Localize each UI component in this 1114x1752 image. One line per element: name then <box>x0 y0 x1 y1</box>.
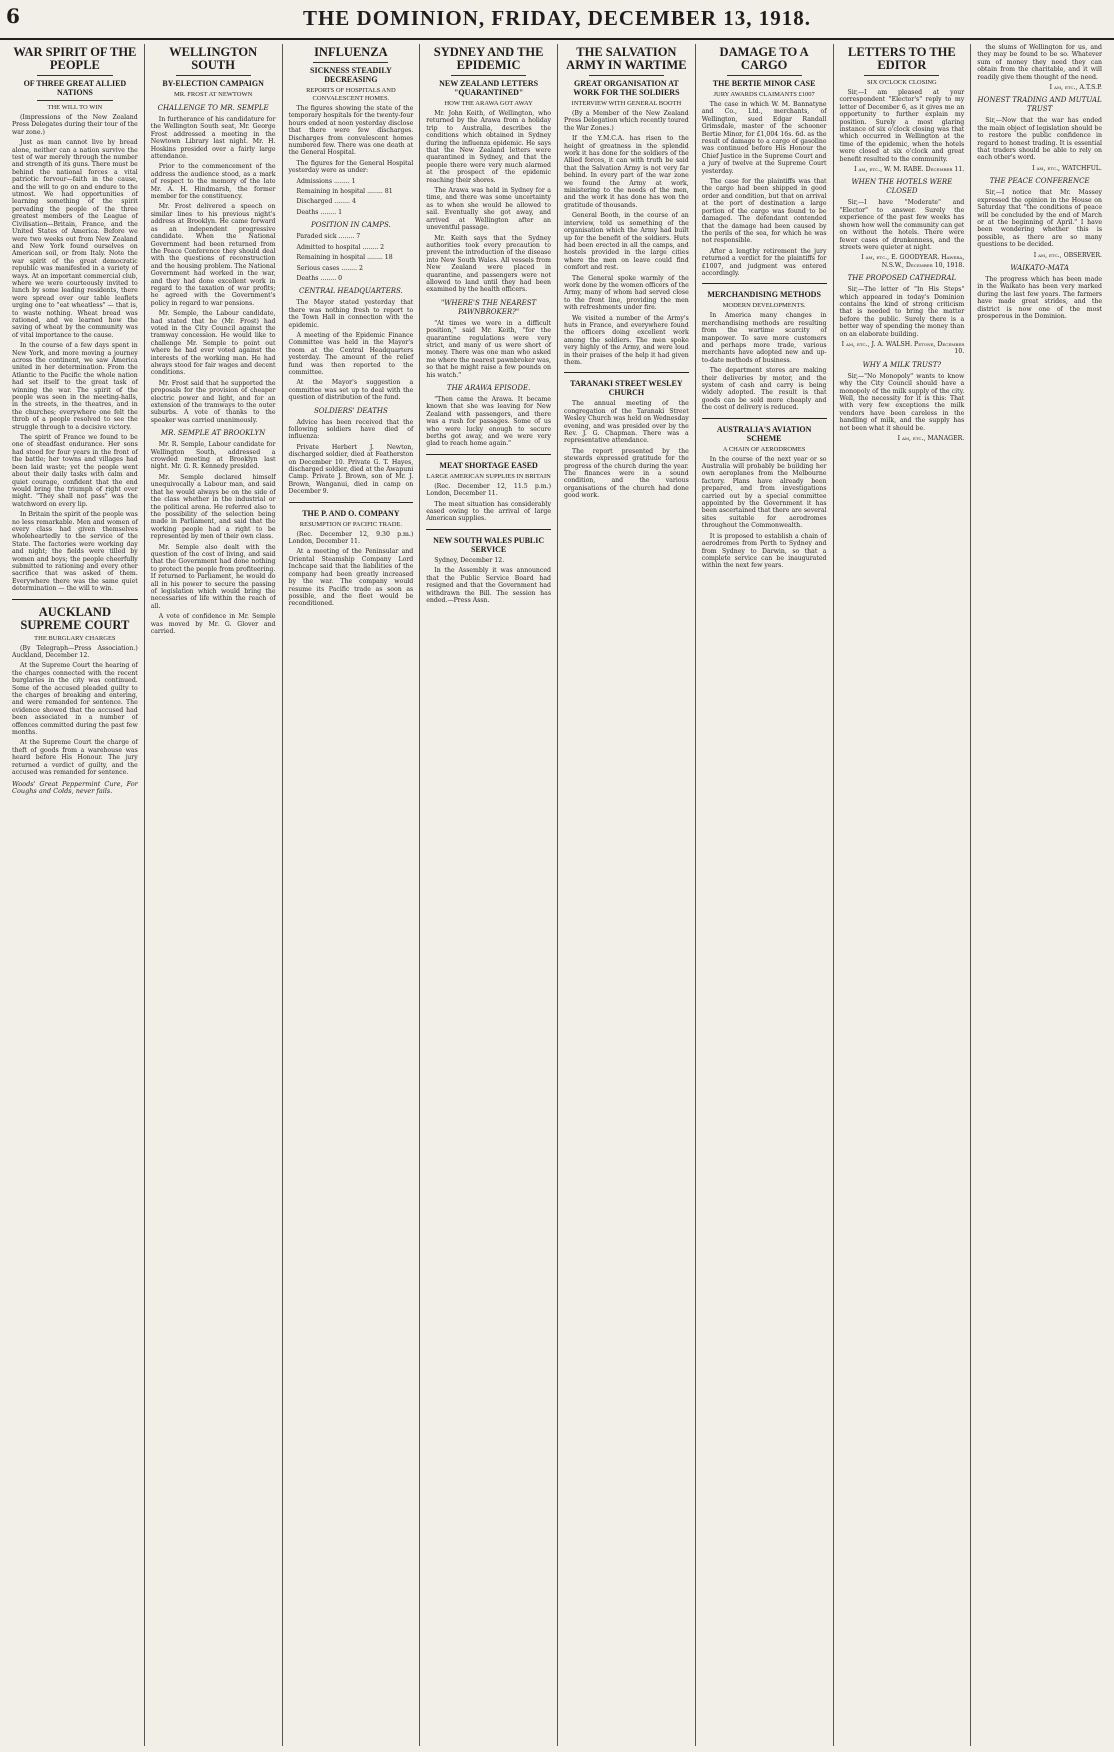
paragraph: Mr. Frost said that he supported the proposals for the provision of cheaper electric power and light, and for an extension of the tramways to the outer suburbs. A vote of thanks to the speaker was carried unanimously. <box>150 379 276 424</box>
paragraph: The figures for the General Hospital yesterday were as under: <box>288 159 414 175</box>
article-subhead: OF THREE GREAT ALLIED NATIONS <box>23 79 127 97</box>
section-heading: WHY A MILK TRUST? <box>862 360 942 369</box>
article-subhead: GREAT ORGANISATION AT WORK FOR THE SOLDIERS <box>573 79 680 97</box>
article-headline: MERCHANDISING METHODS <box>707 290 821 300</box>
paragraph: Sir,—I am pleased at your correspondent "Elector's" reply to my letter of December 6, as it gives me an opportunity to further explain my position. Surely a most glaring instance of six o'clock closing was that which occurred in Wellington at the time of the epidemic, when the hotels were closed at six o'clock and great benefit resulted to the community. <box>839 89 965 163</box>
article-subhead: HOW THE ARAWA GOT AWAY <box>444 100 533 107</box>
paragraph: Mr. R. Semple, Labour candidate for Wellington South, addressed a crowded meeting at Brooklyn last night. Mr. G. R. Kennedy presided. <box>150 441 276 471</box>
paragraph: Mr. John Keith, of Wellington, who returned by the Arawa from a holiday trip to Australia, describes the conditions which obtained in Sydney during the influenza epidemic. He says that the New Zealand letters were quarantined in Sydney, and that the people there were very much alarmed at the prospect of the epidemic reaching their shores. <box>426 110 551 184</box>
paragraph: The Mayor stated yesterday that there was nothing fresh to report to the Town Hall in connection with the epidemic. <box>288 299 414 329</box>
signature: I am, etc., J. A. WALSH. Petone, December 10. <box>841 340 965 356</box>
paragraph: In America many changes in merchandising methods are resulting from the wartime scarcity of manpower. To save more customers and perhaps more trade, various merchants have adopted new and up-to-date methods of business. <box>701 312 827 364</box>
paragraph: The department stores are making their deliveries by motor, and the system of cash and carry is being widely adopted. The result is that goods can be sold more cheaply and the cost of delivery is reduced. <box>701 367 827 412</box>
article-headline: INFLUENZA <box>314 45 388 59</box>
paragraph: "Then came the Arawa. It became known that she was leaving for New Zealand with passengers, and there was a rush for passages. Some of us who were lucky enough to secure berths got away, and we were very glad to reach home again." <box>426 396 551 448</box>
signature: I am, etc., OBSERVER. <box>1033 251 1102 259</box>
article-headline: DAMAGE TO A CARGO <box>719 45 809 72</box>
section-heading: SOLDIERS' DEATHS <box>313 406 388 415</box>
stat-line: Admitted to hospital ........ 2 <box>296 243 385 251</box>
column-1 <box>6 44 144 1746</box>
article-subhead: THE WILL TO WIN <box>47 104 103 111</box>
paragraph: Sir,—I notice that Mr. Massey expressed the opinion in the House on Saturday that "the conditions of peace will be concluded by the end of March or at the beginning of April." I have been wondering whether this is possible, as there are so many questions to be decided. <box>977 189 1102 249</box>
paragraph: Sir,—Now that the war has ended the main object of legislation should be to restore the public confidence in regard to honest trading. It is essential that traders should be able to rely on each other's word. <box>977 117 1102 162</box>
paragraph: A vote of confidence in Mr. Semple was moved by Mr. G. Glover and carried. <box>150 613 276 635</box>
section-heading: WHEN THE HOTELS WERE CLOSED <box>851 178 953 196</box>
signature: I am, etc., E. GOODYEAR. Hawera, N.S.W., December 10, 1918. <box>861 254 965 269</box>
article-headline: LETTERS TO THE EDITOR <box>848 45 956 72</box>
article-headline: AUCKLAND SUPREME COURT <box>20 604 130 632</box>
paragraph: Mr. Semple declared himself unequivocally a Labour man, and said that he would always be on the side of the class whether in the industrial or the political arena. He referred also to the possibility of the selection being made in Parliament, and said that the working people had a right to be represented by men of their own class. <box>150 473 276 541</box>
paragraph: The figures showing the state of the temporary hospitals for the twenty-four hours ended at noon yesterday disclose that there were few discharges. Discharges from convalescent homes numbered few. There was one death at the General Hospital. <box>288 105 414 157</box>
paragraph: At the Mayor's suggestion a committee was set up to deal with the question of distribution of the fund. <box>288 379 414 402</box>
paragraph: At the Supreme Court the hearing of the charges connected with the recent burglaries in the city was continued. Some of the accused pleaded guilty to the charges of breaking and entering, and were remanded for sentence. The evidence showed that the accused had been associated in a number of offences committed during the past few months. <box>12 662 138 737</box>
paragraph: At the Supreme Court the charge of theft of goods from a warehouse was heard before His Honour. The jury returned a verdict of guilty, and the accused was remanded for sentence. <box>12 739 138 777</box>
paragraph: the slums of Wellington for us, and they may be found to be so. Whatever sum of money they need they can obtain from the charitable, and it will readily give them thought of the need. <box>977 44 1102 81</box>
article-headline: NEW SOUTH WALES PUBLIC SERVICE <box>433 535 545 554</box>
paragraph: Just as man cannot live by bread alone, neither can a nation survive the test of war merely through the number and strength of its guns. There must be behind the national forces a vital patriotic fervour—faith in the cause, and the will to go on and endure to the utmost. We had opportunities of learning something of the spirit pervading the people of the three greatest members of the League of Civilisation—Britain, France, and the United States of America. Before we were two weeks out from New Zealand and New York found ourselves on American soil, or from Italy. Note the war spirit of the great democratic republic was manifested in a variety of ways. At an important commercial club, where we were courteously invited to lunch by some leading residents, there were spread over our table leaflets urging one to "eat wheatless" — that is, to waste nothing. Wheat bread was rationed, and we learned how the saving of wheat by the community was of vital importance to the cause. <box>12 139 138 339</box>
section-heading: THE PEACE CONFERENCE <box>989 177 1090 186</box>
column-6 <box>695 44 833 1746</box>
article-subhead: NEW ZEALAND LETTERS "QUARANTINED" <box>439 79 539 97</box>
paragraph: Mr. Frost delivered a speech on similar lines to his previous night's address at Brooklyn. He came forward as an independent progressive candidate. When the National Government had been returned from the Peace Conference they should deal with the questions of reconstruction and the housing problem. The National Government had worked in the war, and they had done excellent work in regard to the taxation of war profits; he agreed with the Government's policy in regard to war pensions. <box>150 203 276 307</box>
stat-line: Remaining in hospital ........ 81 <box>296 188 393 196</box>
paragraph: Sir,—I have "Moderate" and "Elector" to answer. Surely the experience of the past few weeks has shown how well the community can get on without the hotels. There were fewer cases of drunkenness, and the streets were quieter at night. <box>839 199 965 251</box>
newspaper-title: THE DOMINION, FRIDAY, DECEMBER 13, 1918. <box>302 6 812 30</box>
paragraph: The case for the plaintiffs was that the cargo had been shipped in good order and condition, but that on arrival at the port of destination a large portion of the cargo was found to be damaged. The defendant contended that the damage had been caused by the perils of the sea, for which he was not responsible. <box>701 178 827 245</box>
stat-line: Deaths ........ 1 <box>296 208 343 216</box>
masthead <box>0 0 1114 40</box>
column-2 <box>144 44 282 1746</box>
stat-line: Deaths ........ 0 <box>296 274 343 282</box>
paragraph: Private Herbert J. Newton, discharged soldier, died at Featherston on December 10. Private G. T. Hayes, discharged soldier, died at the Awapuni Camp. Private J. Brown, son of Mr. J. Brown, Wanganui, died in camp on December 9. <box>288 443 414 496</box>
paragraph: Sir,—The letter of "In His Steps" which appeared in today's Dominion contains the kind of strong criticism that is needed to bring the matter before the public. Surely there is a better way of spending the money than on an elaborate building. <box>839 286 965 338</box>
paragraph: In the Assembly it was announced that the Public Service Board had resigned and that the Government had withdrawn the Bill. The session has ended.—Press Assn. <box>426 567 551 604</box>
article-subhead: REPORTS OF HOSPITALS AND CONVALESCENT HOMES. <box>306 87 396 102</box>
article-subhead: MR. FROST AT NEWTOWN <box>173 91 253 98</box>
section-heading: CHALLENGE TO MR. SEMPLE <box>157 104 269 112</box>
stat-line: Admissions ........ 1 <box>296 177 356 185</box>
section-heading: THE ARAWA EPISODE. <box>446 384 531 392</box>
paragraph: A meeting of the Epidemic Finance Committee was held in the Mayor's room at the Central Headquarters yesterday. The amount of the relief fund was then reported to the committee. <box>288 331 414 376</box>
paragraph: Mr. Keith says that the Sydney authorities took every precaution to prevent the introduction of the disease into New South Wales. All vessels from New Zealand were placed in quarantine, and passengers were not allowed to land until they had been examined by the health officers. <box>426 234 551 294</box>
article-headline: TARANAKI STREET WESLEY CHURCH <box>570 379 683 398</box>
article-subhead: THE BURGLARY CHARGES <box>34 634 116 642</box>
section-heading: CENTRAL HEADQUARTERS. <box>298 287 403 296</box>
paragraph: If the Y.M.C.A. has risen to the height of greatness in the splendid work it has done for the soldiers of the Allied forces, it can with truth be said that the Salvation Army is not very far behind. In every part of the war zone we found the Army at work, ministering to the needs of the men, and the work it has done has won the gratitude of thousands. <box>564 135 689 209</box>
paragraph: The progress which has been made in the Waikato has been very marked during the last few years. The farmers have made great strides, and the district is now one of the most prosperous in the Dominion. <box>977 275 1102 320</box>
signature: I am, etc., MANAGER. <box>897 435 965 443</box>
article-headline: SYDNEY AND THE EPIDEMIC <box>433 45 544 72</box>
paragraph: At a meeting of the Peninsular and Oriental Steamship Company Lord Inchcape said that the liabilities of the company had been greatly increased by the war. The company would resume its Pacific trade as soon as possible, and the fleet would be reconditioned. <box>288 548 414 608</box>
column-5 <box>557 44 695 1746</box>
paragraph: In Britain the spirit of the people was no less remarkable. Men and women of every class had given themselves wholeheartedly to the service of the State. The factories were working day and night; the fields were tilled by women and boys; the people cheerfully submitted to rationing and every other sacrifice that was asked of them. Everywhere there was the same quiet determination — the will to win. <box>12 511 138 593</box>
article-headline: MEAT SHORTAGE EASED <box>439 460 538 470</box>
column-3 <box>282 44 420 1746</box>
paragraph: The meat situation has considerably eased owing to the arrival of large American supplies. <box>426 500 551 523</box>
article-subhead: RESUMPTION OF PACIFIC TRADE. <box>299 520 402 528</box>
signature: I am, etc., W. M. RABE. December 11. <box>854 166 965 174</box>
paragraph: In the course of the next year or so Australia will probably be building her own aeroplanes from the Melbourne factory. Plans have already been prepared, and from investigations carried out by a special committee appointed by the Government it has been ascertained that there are several sites suitable for aerodromes throughout the Commonwealth. <box>701 455 827 530</box>
paragraph: After a lengthy retirement the jury returned a verdict for the plaintiffs for £1007, and judgment was entered accordingly. <box>701 247 827 277</box>
page-number: 6 <box>6 4 20 28</box>
stat-line: Remaining in hospital ........ 18 <box>296 254 393 262</box>
paragraph: Sydney, December 12. <box>434 556 505 564</box>
article-headline: WELLINGTON SOUTH <box>169 45 258 72</box>
article-subhead: SIX O'CLOCK CLOSING <box>866 79 937 86</box>
section-heading: "WHERE'S THE NEAREST PAWNBROKER?" <box>441 298 537 316</box>
paragraph: "At times we were in a difficult position," said Mr. Keith, "for the quarantine regulations were very strict, and many of us were short of money. There was one man who asked me where the nearest pawnbroker was, so that he might raise a few pounds on his watch." <box>426 319 551 379</box>
column-4 <box>419 44 557 1746</box>
byline: (By Telegraph—Press Association.) Auckland, December 12. <box>12 644 138 659</box>
section-heading: THE PROPOSED CATHEDRAL <box>847 274 957 283</box>
article-subhead: A CHAIN OF AERODROMES <box>722 445 806 453</box>
columns <box>6 44 1108 1746</box>
article-subhead: LARGE AMERICAN SUPPLIES IN BRITAIN <box>426 472 551 480</box>
paragraph: In furtherance of his candidature for the Wellington South seat, Mr. George Frost addressed a meeting in the Newtown Library last night. Mr. H. Hoskins presided over a fairly large attendance. <box>150 116 276 161</box>
paragraph: We visited a number of the Army's huts in France, and everywhere found the officers doing excellent work among the soldiers. The men spoke very highly of the Army, and were loud in their praises of the help it had given them. <box>564 314 689 366</box>
section-heading: HONEST TRADING AND MUTUAL TRUST <box>977 96 1102 114</box>
article-subhead: SICKNESS STEADILY DECREASING <box>310 66 392 84</box>
byline: (By a Member of the New Zealand Press Delegation which recently toured the War Zones.) <box>564 110 689 132</box>
advertisement: Woods' Great Peppermint Cure, For Coughs and Colds, never fails. <box>12 779 138 795</box>
paragraph: Prior to the commencement of the address the audience stood, as a mark of respect to the memory of the late Mr. A. H. Hindmarsh, the former member for the constituency. <box>150 163 276 201</box>
paragraph: Sir,—"No Monopoly" wants to know why the City Council should have a monopoly of the milk supply of the city. Well, the necessity for it is this: That with very few exceptions the milk vendors have been careless in the handling of milk, and the supply has not been what it should be. <box>839 372 965 432</box>
paragraph: The General spoke warmly of the work done by the women officers of the Army, many of whom had served close to the front line, providing the men with refreshments under fire. <box>564 274 689 312</box>
column-8 <box>970 44 1108 1746</box>
section-heading: POSITION IN CAMPS. <box>311 221 391 230</box>
paragraph: The annual meeting of the congregation of the Taranaki Street Wesley Church was held on Wednesday evening, and was presided over by the Rev. J. G. Chapman. There was a representative attendance. <box>564 400 689 445</box>
paragraph: Advice has been received that the following soldiers have died of influenza: <box>288 418 414 441</box>
article-subhead: THE BERTIE MINOR CASE <box>712 79 816 88</box>
section-heading: MR. SEMPLE AT BROOKLYN <box>160 429 266 438</box>
paragraph: The case in which W. M. Bannatyne and Co., Ltd., merchants, of Wellington, sued Edgar Randall Grimsdale, master of the schooner Bertie Minor, for £1,004 16s. 6d. as the result of damage to a cargo of gasoline was continued before His Honour the Chief Justice in the Supreme Court and a jury of twelve at the Supreme Court yesterday. <box>701 101 827 175</box>
byline: (Impressions of the New Zealand Press Delegates during their tour of the war zone.) <box>12 114 138 136</box>
stat-line: Paraded sick ........ 7 <box>296 233 361 241</box>
paragraph: General Booth, in the course of an interview, told us something of the organisation which the Army had built up for the benefit of the soldiers. Huts had been erected in all the camps, and hostels provided in the large cities where the men on leave could find comfort and rest. <box>564 212 689 272</box>
article-headline: THE P. AND O. COMPANY <box>302 508 400 518</box>
article-subhead: INTERVIEW WITH GENERAL BOOTH <box>571 100 682 107</box>
signature: I am, etc., A.T.S.P. <box>1049 84 1102 92</box>
stat-line: Serious cases ........ 2 <box>296 264 363 272</box>
paragraph: Mr. Semple also dealt with the question of the cost of living, and said that the Government had done nothing to protect the people from profiteering. If returned to Parliament, he would do all in his power to secure the passing of legislation which would bring the necessaries of life within the reach of all. <box>150 543 276 610</box>
article-subhead: MODERN DEVELOPMENTS. <box>722 302 806 310</box>
signature: I am, etc., WATCHFUL. <box>1032 164 1102 172</box>
article-headline: THE SALVATION ARMY IN WARTIME <box>566 45 687 72</box>
paragraph: (Rec. December 12, 9.30 p.m.) London, December 11. <box>288 530 414 546</box>
article-subhead: JURY AWARDS CLAIMANTS £1007 <box>713 91 815 98</box>
stat-line: Discharged ........ 4 <box>296 198 356 206</box>
section-heading: WAIKATO-MATA <box>1010 263 1069 272</box>
paragraph: (Rec. December 12, 11.5 p.m.) London, December 11. <box>426 482 551 498</box>
paragraph: The spirit of France we found to be one of steadfast endurance. Her sons had stood for four years in the front of the battle; her towns and villages had been laid waste; yet the people went about their daily tasks with calm and quiet courage, confident that the end would bring the triumph of right over might. "They shall not pass" was the watchword on every lip. <box>12 434 138 508</box>
paragraph: The Arawa was held in Sydney for a time, and there was some uncertainty as to when she would be allowed to sail. Eventually she got away, and arrived at Wellington after an uneventful passage. <box>426 187 551 232</box>
article-headline: WAR SPIRIT OF THE PEOPLE <box>13 45 137 72</box>
paragraph: The report presented by the stewards expressed gratitude for the progress of the church during the year. The finances were in a sound condition, and the various organisations of the church had done good work. <box>564 447 689 500</box>
column-7 <box>833 44 971 1746</box>
article-subhead: BY-ELECTION CAMPAIGN <box>162 79 264 88</box>
paragraph: In the course of a few days spent in New York, and more moving a journey across the continent, we saw America united in her determination. From the Atlantic to the Pacific the whole nation had set itself to the great task of winning the war. The spirit of the people was seen in the meeting-halls, in the streets, in the theatres, and in the churches; everywhere one felt the throb of a people resolved to see the struggle through to a decisive victory. <box>12 342 138 431</box>
paragraph: It is proposed to establish a chain of aerodromes from Perth to Sydney and from Sydney to Darwin, so that a complete service can be inaugurated within the next few years. <box>701 532 827 570</box>
article-headline: AUSTRALIA'S AVIATION SCHEME <box>716 424 812 443</box>
paragraph: Mr. Semple, the Labour candidate, had stated that he (Mr. Frost) had voted in the City Council against the tramway concession. He would like to challenge Mr. Semple to point out where he had ever voted against the interests of the working man. He had always stood for fair wages and decent conditions. <box>150 310 276 377</box>
